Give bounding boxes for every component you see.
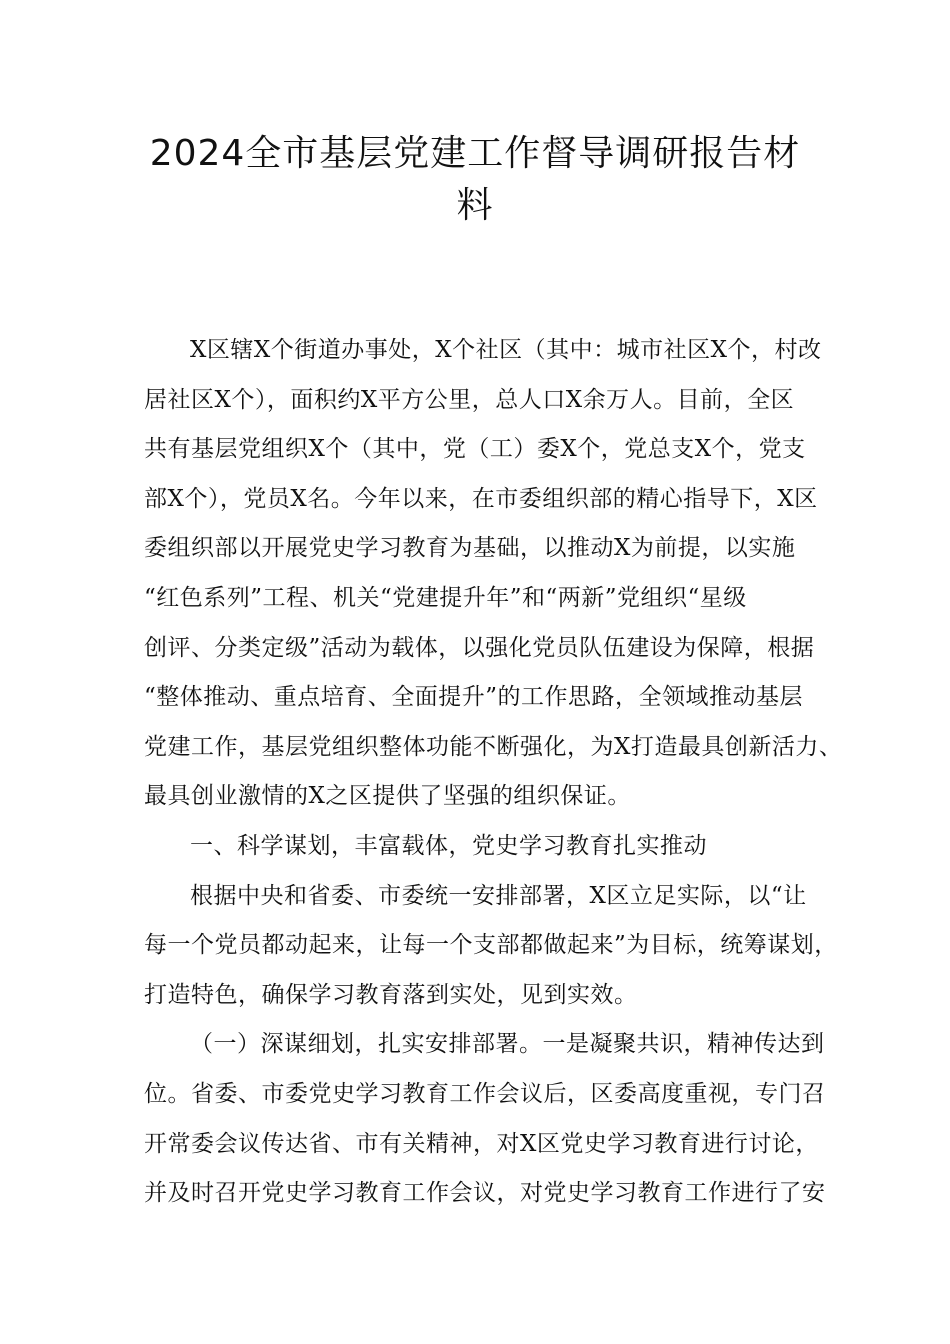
paragraph-line: 部X个），党员X名。今年以来，在市委组织部的精心指导下，X区 (144, 485, 818, 512)
paragraph-line: 位。省委、市委党史学习教育工作会议后，区委高度重视，专门召 (144, 1080, 826, 1107)
paragraph-line: 打造特色，确保学习教育落到实处，见到实效。 (144, 981, 638, 1008)
document-title (120, 128, 830, 232)
paragraph-line: 开常委会议传达省、市有关精神，对X区党史学习教育进行讨论， (144, 1130, 819, 1157)
paragraph-line: “整体推动、重点培育、全面提升”的工作思路，全领域推动基层 (144, 684, 804, 711)
paragraph-line: 共有基层党组织X个（其中，党（工）委X个，党总支X个，党支 (144, 436, 806, 463)
paragraph-line: 委组织部以开展党史学习教育为基础，以推动X为前提，以实施 (144, 535, 796, 562)
paragraph-line: 创评、分类定级”活动为载体，以强化党员队伍建设为保障，根据 (144, 634, 815, 661)
section-heading: 一、科学谋划，丰富载体，党史学习教育扎实推动 (190, 832, 707, 859)
paragraph-line: 最具创业激情的X之区提供了坚强的组织保证。 (144, 783, 631, 810)
paragraph-line: 根据中央和省委、市委统一安排部署，X区立足实际，以“让 (190, 882, 807, 909)
paragraph-line: 党建工作，基层党组织整体功能不断强化，为X打造最具创新活力、 (144, 733, 843, 760)
paragraph-line: “红色系列”工程、机关“党建提升年”和“两新”党组织“星级 (144, 584, 747, 611)
paragraph-line: X区辖X个街道办事处，X个社区（其中：城市社区X个，村改 (190, 337, 822, 363)
paragraph-line: （一）深谋细划，扎实安排部署。一是凝聚共识，精神传达到 (190, 1031, 825, 1058)
title-line-1: 2024全市基层党建工作督导调研报告材 (149, 133, 801, 174)
paragraph-line: 每一个党员都动起来，让每一个支部都做起来”为目标，统筹谋划， (144, 932, 838, 959)
paragraph-line: 并及时召开党史学习教育工作会议，对党史学习教育工作进行了安 (144, 1180, 826, 1207)
paragraph-line: 居社区X个），面积约X平方公里，总人口X余万人。目前，全区 (144, 386, 795, 413)
document-body (144, 326, 843, 1219)
title-line-2: 料 (456, 185, 494, 226)
